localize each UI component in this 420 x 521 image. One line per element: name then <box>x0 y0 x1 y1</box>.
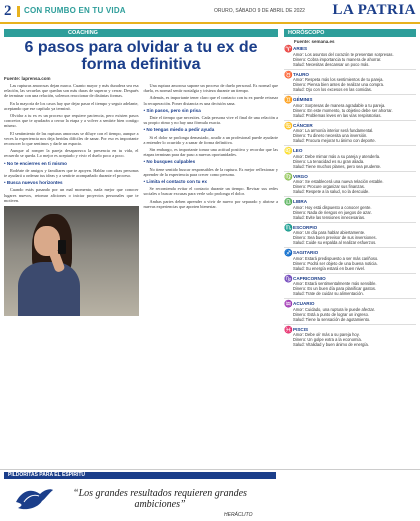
newspaper-logo: LA PATRIA <box>332 2 416 18</box>
horoscope-sign <box>284 276 416 297</box>
horoscope-source: Fuente: semana.es <box>294 39 335 44</box>
sign-forecast: Dinero: En este momento, tu objetivo debe ser ahorrar. <box>293 107 393 113</box>
subheading: • No tengas miedo a pedir ayuda <box>143 127 215 133</box>
article-source: Fuente: laprensa.com <box>4 76 51 81</box>
sign-name: SAGITARIO <box>293 250 319 255</box>
subheading: • Busca nuevos horizontes <box>4 180 63 186</box>
sign-forecast: Salud: Vitalidad y buen ánimo de energía. <box>293 342 369 347</box>
article-column-2 <box>144 83 279 319</box>
sign-forecast: Amor: Un día para hablar abiertamente. <box>293 230 366 235</box>
zodiac-icon: ♏ <box>284 224 293 232</box>
article-column-1 <box>4 83 139 319</box>
paragraph: No tiene sentido buscar responsables de la ruptura. Es mejor reflexionar y aprender de la experiencia para crecer como persona. <box>143 166 278 177</box>
sign-divider <box>284 298 416 299</box>
article-headline: 6 pasos para olvidar a tu ex de forma definitiva <box>24 39 258 73</box>
sign-text <box>293 301 416 322</box>
paragraph: Rodéate de amigos y familiares que te apoyen. Hablar con otras personas te ayudará a ordenar tus ideas y a sentirte acompañado durante el proceso. <box>4 167 139 179</box>
paragraph: Si el dolor se prolonga demasiado, acudir a un profesional puede ayudarte a entender lo ocurrido y a sanar de forma definitiva. <box>143 134 278 145</box>
sign-forecast: Salud: Tiene muchos planes, pero sea prudente. <box>293 163 382 169</box>
zodiac-icon: ♈ <box>284 46 293 53</box>
sign-name: TAURO <box>293 71 309 77</box>
subheading: • No busques culpables <box>143 159 196 165</box>
sign-forecast: Salud: Problemas leves en las vías respiratorias. <box>293 112 382 118</box>
sign-text <box>293 72 416 93</box>
sign-forecast: Salud: Cuide su espalda al realizar esfuerzos. <box>293 240 377 245</box>
sign-divider <box>284 196 416 197</box>
paragraph: Olvidar a tu ex es un proceso que requiere paciencia, pero existen pasos concretos que te ayudarán a cerrar la etapa y a volver a sentirte bien contigo mismo. <box>4 113 139 129</box>
sign-name: ESCORPIO <box>293 224 318 230</box>
phone-icon <box>58 240 66 254</box>
sign-divider <box>284 273 416 274</box>
horoscope-sign <box>284 148 416 169</box>
sign-forecast: Dinero: Procure organizar sus finanzas. <box>293 184 365 189</box>
horoscope-sign <box>284 123 416 144</box>
sign-forecast: Amor: Respeta más los sentimientos de tu pareja. <box>293 77 384 82</box>
sign-forecast: Amor: Debe mimar más a su pareja y atenderla. <box>293 153 381 159</box>
sign-text <box>293 276 416 297</box>
page-header <box>0 0 420 24</box>
sign-name: CÁNCER <box>293 122 313 128</box>
sign-name: ACUARIO <box>293 301 315 306</box>
zodiac-icon: ♎ <box>284 199 293 206</box>
sign-forecast: Amor: Cuidado, una ruptura le puede afectar. <box>293 306 375 312</box>
sign-forecast: Salud: Tiene la sensación de agotamiento. <box>293 316 371 322</box>
sign-forecast: Dinero: Sea buen previsor de sus inversiones. <box>293 235 377 240</box>
horoscope-sign <box>284 225 416 246</box>
sign-divider <box>284 324 416 325</box>
page-number: 2 <box>4 3 12 19</box>
sign-text <box>293 97 416 118</box>
horoscope-sign <box>284 46 416 67</box>
quote-author: HERÁCLITO <box>224 512 253 518</box>
paragraph: Las rupturas amorosas dejan marca. Cuanto mayor y más duradera sea esa relación, las secuelas que quedan son más duras de superar y cerrar. Después de terminar con una relación, solemos reaccionar de distintas formas. <box>4 83 139 99</box>
sign-name: LIBRA <box>293 199 308 204</box>
sign-forecast: Amor: La armonía interior será fundamental. <box>293 128 374 133</box>
sign-forecast: Amor: Debe oír más a su pareja hoy. <box>293 332 360 337</box>
paragraph: Ambas partes deben aprender a vivir de nuevo por separado y abrirse a nuevas experiencias que aporten bienestar. <box>143 198 278 209</box>
horoscope-sign <box>284 301 416 322</box>
sign-divider <box>284 171 416 172</box>
horoscope-title: HORÓSCOPO <box>284 29 416 37</box>
article-tag: COACHING <box>4 29 278 37</box>
sign-divider <box>284 247 416 248</box>
sign-text <box>293 225 416 246</box>
zodiac-icon: ♌ <box>284 148 293 155</box>
sign-text <box>293 250 416 271</box>
sign-forecast: Salud: Su energía estará en buen nivel. <box>293 265 365 271</box>
sign-forecast: Amor: Se establecerá una nueva relación estable. <box>293 179 384 184</box>
paragraph: En la mayoría de los casos hay que dejar pasar el tiempo y seguir adelante, aceptando que ese capítulo ya terminó. <box>4 100 139 111</box>
paragraph: El sentimiento de las rupturas amorosas se diluye con el tiempo, aunque a veces la experiencia nos deja heridas difíciles de sanar. Por eso es importante reconocer lo que sentimos y darle un espacio. <box>4 130 139 147</box>
paragraph: Sin embargo, es importante tomar una actitud positiva y recordar que las etapas terminan para dar paso a nuevas oportunidades. <box>143 147 278 158</box>
sign-forecast: Dinero: Piensa bien antes de realizar una compra. <box>293 82 385 87</box>
sign-forecast: Salud: Trate de cuidar su alimentación. <box>293 291 364 296</box>
quote-box <box>0 469 420 521</box>
sign-forecast: Salud: Evite las tensiones innecesarias. <box>293 214 366 220</box>
paragraph: Cuando estás pasando por un mal momento, nada mejor que conocer lugares nuevos, retomar aficiones o iniciar proyectos personales que te motiven. <box>4 187 139 203</box>
sign-forecast: Amor: Hoy está dispuesto a conocer gente. <box>293 204 372 210</box>
sign-forecast: Amor: Los asuntos del corazón te presentan sorpresas. <box>293 51 394 57</box>
sign-forecast: Amor: Estará sentimentalmente más sensible. <box>293 281 377 286</box>
photo-body <box>18 262 80 316</box>
horoscope-sign <box>284 199 416 220</box>
sign-divider <box>284 120 416 121</box>
zodiac-icon: ♑ <box>284 275 293 283</box>
sign-forecast: Dinero: Cobra importancia tu manera de ahorrar. <box>293 56 382 62</box>
sign-forecast: Dinero: Tu dinero necesita una inversión. <box>293 133 368 138</box>
paragraph: Date el tiempo que necesites. Cada persona vive el final de una relación a su propio ritmo y no hay una fórmula exacta. <box>143 115 278 126</box>
sign-text <box>293 46 416 67</box>
sign-forecast: Amor: Sorpresas de manera agradable a tu pareja. <box>293 102 386 108</box>
header-divider <box>17 6 20 17</box>
sign-forecast: Dinero: La tenacidad es su gran aliada. <box>293 158 365 164</box>
sign-text <box>293 123 416 144</box>
sign-name: VIRGO <box>293 173 308 179</box>
paragraph: Aunque al romper la pareja desaparezca la presencia en tu vida, el recuerdo se queda. Lo mejor es aceptarlo y vivir el duelo poco a poco. <box>4 148 139 159</box>
sign-divider <box>284 222 416 223</box>
sign-text <box>293 174 416 195</box>
sign-text <box>293 148 416 169</box>
paragraph: Además, es importante tener claro que el contacto con tu ex puede retrasar la recuperación. Poner distancia es una decisión sana. <box>143 95 278 106</box>
article <box>4 29 278 474</box>
horoscope-sign <box>284 250 416 271</box>
sign-forecast: Amor: Estará predispuesto a ser más cariñoso. <box>293 255 379 261</box>
sign-forecast: Salud: Necesitas descansar un poco más. <box>293 61 370 67</box>
sign-forecast: Dinero: Podrá ser objeto de una buena noticia. <box>293 260 378 266</box>
sign-forecast: Salud: Procura mejorar tu ánimo con deporte. <box>293 138 376 143</box>
sign-forecast: Dinero: Nada de riesgos en juegos de azar. <box>293 209 372 215</box>
zodiac-icon: ♓ <box>284 326 293 334</box>
quote-band: PILDORITAS PARA EL ESPÍRITU <box>4 472 276 479</box>
horoscope-sign <box>284 72 416 93</box>
zodiac-icon: ♒ <box>284 301 293 308</box>
subheading: • No te encierres en ti mismo <box>4 160 67 166</box>
subheading: • Sin pasos, pero sin prisa <box>143 107 201 113</box>
quote-text: “Los grandes resultados requieren grandes ambiciones” <box>73 488 247 510</box>
horoscope <box>284 29 416 469</box>
sign-divider <box>284 145 416 146</box>
sign-forecast: Salud: Ojo con los excesos en las comidas. <box>293 87 372 92</box>
article-body <box>4 83 278 319</box>
dove-icon <box>12 484 54 514</box>
zodiac-icon: ♍ <box>284 173 293 181</box>
sign-name: GÉMINIS <box>293 97 313 102</box>
sign-forecast: Dinero: Está a punto de lograr un ingreso. <box>293 311 370 317</box>
sign-name: LEO <box>293 148 303 153</box>
sign-divider <box>284 69 416 70</box>
paragraph: Una ruptura amorosa supone un proceso de duelo personal. Es normal que duela, es normal sentir nostalgia y tristeza durante un tiempo. <box>143 83 278 94</box>
section-title: CON RUMBO EN TU VIDA <box>24 6 126 15</box>
sign-forecast: Dinero: Un golpe extra a la economía. <box>293 337 362 342</box>
zodiac-icon: ♐ <box>284 250 293 257</box>
sign-name: ARIES <box>293 46 308 51</box>
zodiac-icon: ♊ <box>284 97 293 104</box>
sign-text <box>293 327 416 348</box>
zodiac-icon: ♋ <box>284 122 293 130</box>
paragraph: Se recomienda evitar el contacto durante un tiempo. Revisar sus redes sociales o buscar excusas para verle solo prolonga el dolor. <box>143 186 278 197</box>
sign-name: PISCIS <box>293 326 309 332</box>
horoscope-sign <box>284 174 416 195</box>
sign-forecast: Dinero: Es un buen día para planificar gastos. <box>293 286 377 291</box>
horoscope-sign <box>284 97 416 118</box>
sign-text <box>293 199 416 220</box>
horoscope-signs <box>284 46 416 347</box>
sign-name: CAPRICORNIO <box>293 275 326 281</box>
zodiac-icon: ♉ <box>284 71 293 79</box>
dateline: ORURO, SÁBADO 9 DE ABRIL DE 2022 <box>214 8 305 14</box>
article-photo <box>4 206 139 316</box>
sign-forecast: Salud: Respete a la salud, no la descuide. <box>293 189 370 194</box>
sign-divider <box>284 94 416 95</box>
subheading: • Limita el contacto con tu ex <box>143 179 207 185</box>
horoscope-sign <box>284 327 416 348</box>
